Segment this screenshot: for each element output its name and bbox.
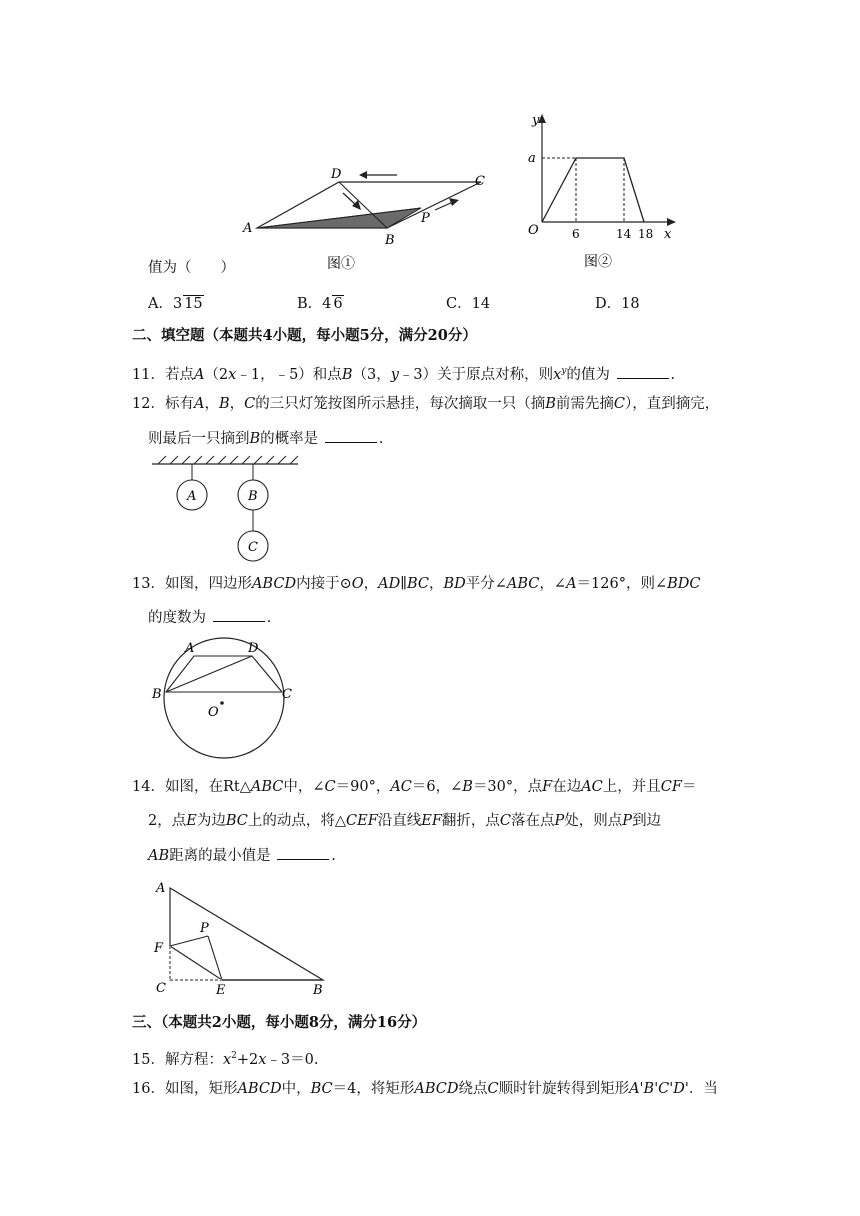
question-14-line-2: 2，点E为边BC上的动点，将△CEF沿直线EF翻折，点C落在点P处，则点P到边 <box>148 813 662 829</box>
fig1-label-B: B <box>385 233 395 248</box>
q14-triangle-figure <box>148 874 333 1000</box>
lantern-label-B: B <box>248 489 258 504</box>
question-11: 11．若点A（2x﹣1，﹣5）和点B（3，y﹣3）关于原点对称，则$x^y$的值为 . <box>132 361 675 385</box>
fig2-label-y: y <box>532 113 540 128</box>
q11-answer-blank[interactable] <box>617 364 669 379</box>
fig2-tick-14: 14 <box>616 227 632 241</box>
triangle-label-E: E <box>216 983 226 998</box>
fig1-caption: 图① <box>327 256 355 272</box>
q14-answer-blank[interactable] <box>277 845 329 860</box>
lantern-label-A: A <box>187 489 197 504</box>
fig2-tick-18: 18 <box>638 227 654 241</box>
q10-figure-2 <box>520 110 690 270</box>
question-12-line-1: 12．标有A，B，C的三只灯笼按图所示悬挂，每次摘取一只（摘B前需先摘C），直到摘完， <box>132 396 720 412</box>
q13-circle-figure <box>148 636 298 764</box>
triangle-label-F: F <box>154 941 164 956</box>
lantern-label-C: C <box>248 540 258 555</box>
circle-label-C: C <box>282 687 292 702</box>
section-3-heading: 三、（本题共2小题，每小题8分，满分16分） <box>132 1014 427 1031</box>
triangle-label-B: B <box>313 983 323 998</box>
circle-label-O: O <box>208 705 219 720</box>
triangle-label-C: C <box>156 981 166 996</box>
question-16: 16．如图，矩形ABCD中，BC＝4，将矩形ABCD绕点C顺时针旋转得到矩形A'B'C'D'．当 <box>132 1081 718 1097</box>
fig1-label-C: C <box>475 174 485 189</box>
fig2-label-O: O <box>528 223 539 238</box>
triangle-label-P: P <box>200 921 209 936</box>
question-13-line-2: 的度数为 . <box>148 607 271 628</box>
fig2-label-a: a <box>528 151 536 166</box>
question-13-line-1: 13．如图，四边形ABCD内接于⊙O，AD∥BC，BD平分∠ABC，∠A＝126°，则∠BDC <box>132 576 701 592</box>
fig2-tick-6: 6 <box>572 227 580 241</box>
fig1-label-D: D <box>331 167 342 182</box>
q10-option-a: A．3 15 <box>148 296 203 312</box>
fig2-caption: 图② <box>584 254 612 270</box>
question-12-line-2: 则最后一只摘到B的概率是 . <box>148 428 383 449</box>
fig1-label-P: P <box>421 211 430 226</box>
q13-answer-blank[interactable] <box>213 607 265 622</box>
q10-option-b: B．4 6 <box>297 296 343 312</box>
question-14-line-1: 14．如图，在Rt△ABC中，∠C＝90°，AC＝6，∠B＝30°，点F在边AC上，并且CF＝ <box>132 779 697 795</box>
circle-label-D: D <box>248 641 259 656</box>
fig1-label-A: A <box>243 221 253 236</box>
triangle-label-A: A <box>156 881 166 896</box>
q10-option-c: C．14 <box>446 296 491 312</box>
q10-option-d: D．18 <box>595 296 640 312</box>
section-2-heading: 二、填空题（本题共4小题，每小题5分，满分20分） <box>132 327 477 344</box>
circle-label-A: A <box>185 641 195 656</box>
question-14-line-3: AB距离的最小值是 . <box>148 845 336 866</box>
q10-figure-1 <box>235 160 495 275</box>
question-15: 15．解方程：$x^2+2x﹣3=0$. <box>132 1051 319 1068</box>
fig2-label-x: x <box>664 227 672 242</box>
q10-stem-tail: 值为（ ） <box>148 260 235 276</box>
q12-answer-blank[interactable] <box>325 428 377 443</box>
q12-lantern-figure <box>150 454 305 566</box>
circle-label-B: B <box>152 687 162 702</box>
